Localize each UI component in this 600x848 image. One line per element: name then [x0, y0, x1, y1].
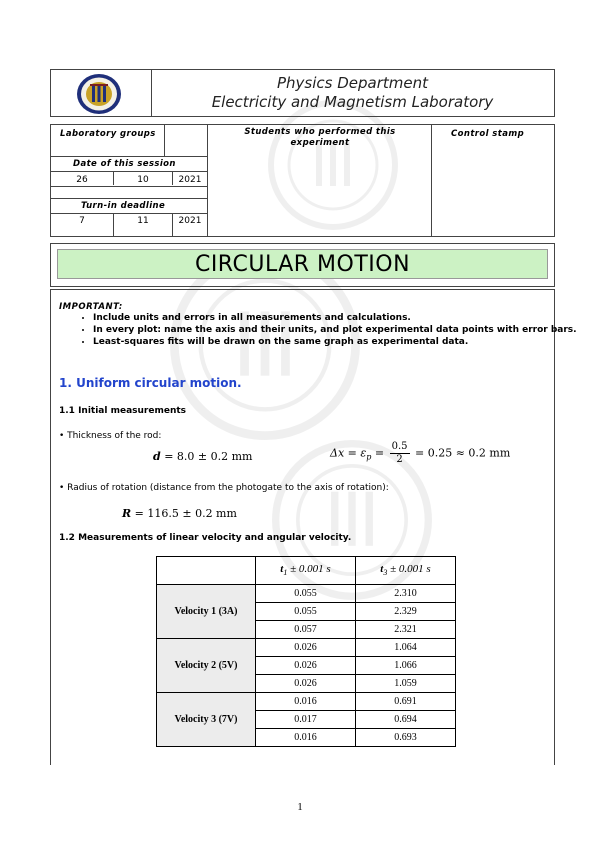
department-name: Physics Department	[276, 74, 428, 92]
table-cell: 0.691	[356, 693, 456, 711]
thickness-text: • Thickness of the rod:	[59, 431, 162, 441]
thickness-equation	[153, 450, 252, 463]
lab-name: Electricity and Magnetism Laboratory	[211, 93, 494, 111]
table-cell: 0.055	[256, 585, 356, 603]
table-row	[157, 639, 456, 657]
d-variable: d	[153, 450, 161, 463]
resolution-equation	[330, 441, 510, 466]
important-item: • Least-squares fits will be drawn on the same graph as experimental data.	[93, 337, 583, 348]
logo-cell	[51, 70, 152, 116]
subsection-velocity-measurements: 1.2 Measurements of linear velocity and angular velocity.	[59, 533, 352, 543]
table-cell: 0.055	[256, 603, 356, 621]
important-item: • In every plot: name the axis and their units, and plot experimental data points with error bars.	[93, 325, 583, 336]
dx-denominator: 2	[396, 454, 403, 465]
velocity-data-table	[156, 556, 456, 747]
important-heading: IMPORTANT:	[59, 302, 123, 312]
table-cell: 1.064	[356, 639, 456, 657]
table-cell: 0.017	[256, 711, 356, 729]
session-month: 10	[137, 175, 149, 185]
t1-err: ± 0.001 s	[287, 563, 331, 576]
divider	[51, 156, 208, 157]
table-header-row	[157, 557, 456, 585]
deadline-month: 11	[137, 216, 149, 226]
divider	[164, 125, 165, 156]
important-list	[59, 313, 583, 349]
dx-eq: =	[374, 446, 385, 460]
dx-numerator: 0.5	[391, 441, 408, 452]
table-cell: 1.066	[356, 657, 456, 675]
table-cell: 0.694	[356, 711, 456, 729]
table-cell: 2.310	[356, 585, 456, 603]
session-info-table	[50, 124, 555, 237]
table-cell: 0.026	[256, 639, 356, 657]
column-header-t1	[256, 557, 356, 585]
title-band	[57, 249, 548, 279]
table-row	[157, 693, 456, 711]
t3-var: t	[380, 563, 384, 576]
table-cell: 1.059	[356, 675, 456, 693]
dx-rhs: = 0.25 ≈ 0.2 mm	[415, 446, 511, 460]
radius-text: • Radius of rotation (distance from the photogate to the axis of rotation):	[59, 483, 389, 493]
t3-sub: 3	[383, 568, 388, 578]
page-number: 1	[297, 801, 303, 813]
session-year: 2021	[178, 175, 202, 185]
page-title: CIRCULAR MOTION	[194, 252, 411, 277]
students-label: Students who performed this experiment	[244, 127, 396, 148]
section-heading: 1. Uniform circular motion.	[59, 376, 242, 390]
subsection-initial-measurements: 1.1 Initial measurements	[59, 406, 187, 416]
deadline-day: 7	[79, 216, 85, 226]
table-cell: 2.329	[356, 603, 456, 621]
university-logo	[75, 73, 123, 115]
empty-header-cell	[157, 557, 256, 585]
table-cell: 0.016	[256, 693, 356, 711]
dx-fraction	[390, 441, 410, 466]
deadline-label: Turn-in deadline	[81, 201, 166, 211]
session-date-label: Date of this session	[73, 159, 176, 169]
title-box	[50, 243, 555, 287]
table-cell: 0.016	[256, 729, 356, 747]
t3-err: ± 0.001 s	[387, 563, 431, 576]
session-day: 26	[76, 175, 88, 185]
column-header-t3	[356, 557, 456, 585]
r-variable: R	[122, 507, 132, 520]
document-header	[50, 69, 555, 117]
velocity-2-label: Velocity 2 (5V)	[157, 639, 256, 693]
t1-var: t	[280, 563, 284, 576]
dx-lhs: Δx = ε	[330, 446, 367, 460]
divider	[51, 198, 208, 199]
control-stamp-label: Control stamp	[451, 129, 525, 139]
table-cell: 0.026	[256, 675, 356, 693]
table-cell: 0.693	[356, 729, 456, 747]
table-row	[157, 585, 456, 603]
divider	[51, 171, 208, 172]
divider	[51, 213, 208, 214]
table-cell: 2.321	[356, 621, 456, 639]
deadline-year: 2021	[178, 216, 202, 226]
divider	[431, 125, 432, 236]
important-item: • Include units and errors in all measurements and calculations.	[93, 313, 583, 324]
radius-equation	[122, 507, 237, 520]
r-value: = 116.5 ± 0.2 mm	[134, 507, 237, 520]
velocity-1-label: Velocity 1 (3A)	[157, 585, 256, 639]
table-cell: 0.057	[256, 621, 356, 639]
divider	[51, 186, 208, 187]
lab-groups-label: Laboratory groups	[60, 129, 156, 139]
dx-sub: p	[366, 452, 372, 462]
department-title	[151, 74, 554, 112]
d-value: = 8.0 ± 0.2 mm	[164, 450, 253, 463]
table-cell: 0.026	[256, 657, 356, 675]
velocity-3-label: Velocity 3 (7V)	[157, 693, 256, 747]
t1-sub: 1	[283, 568, 288, 578]
